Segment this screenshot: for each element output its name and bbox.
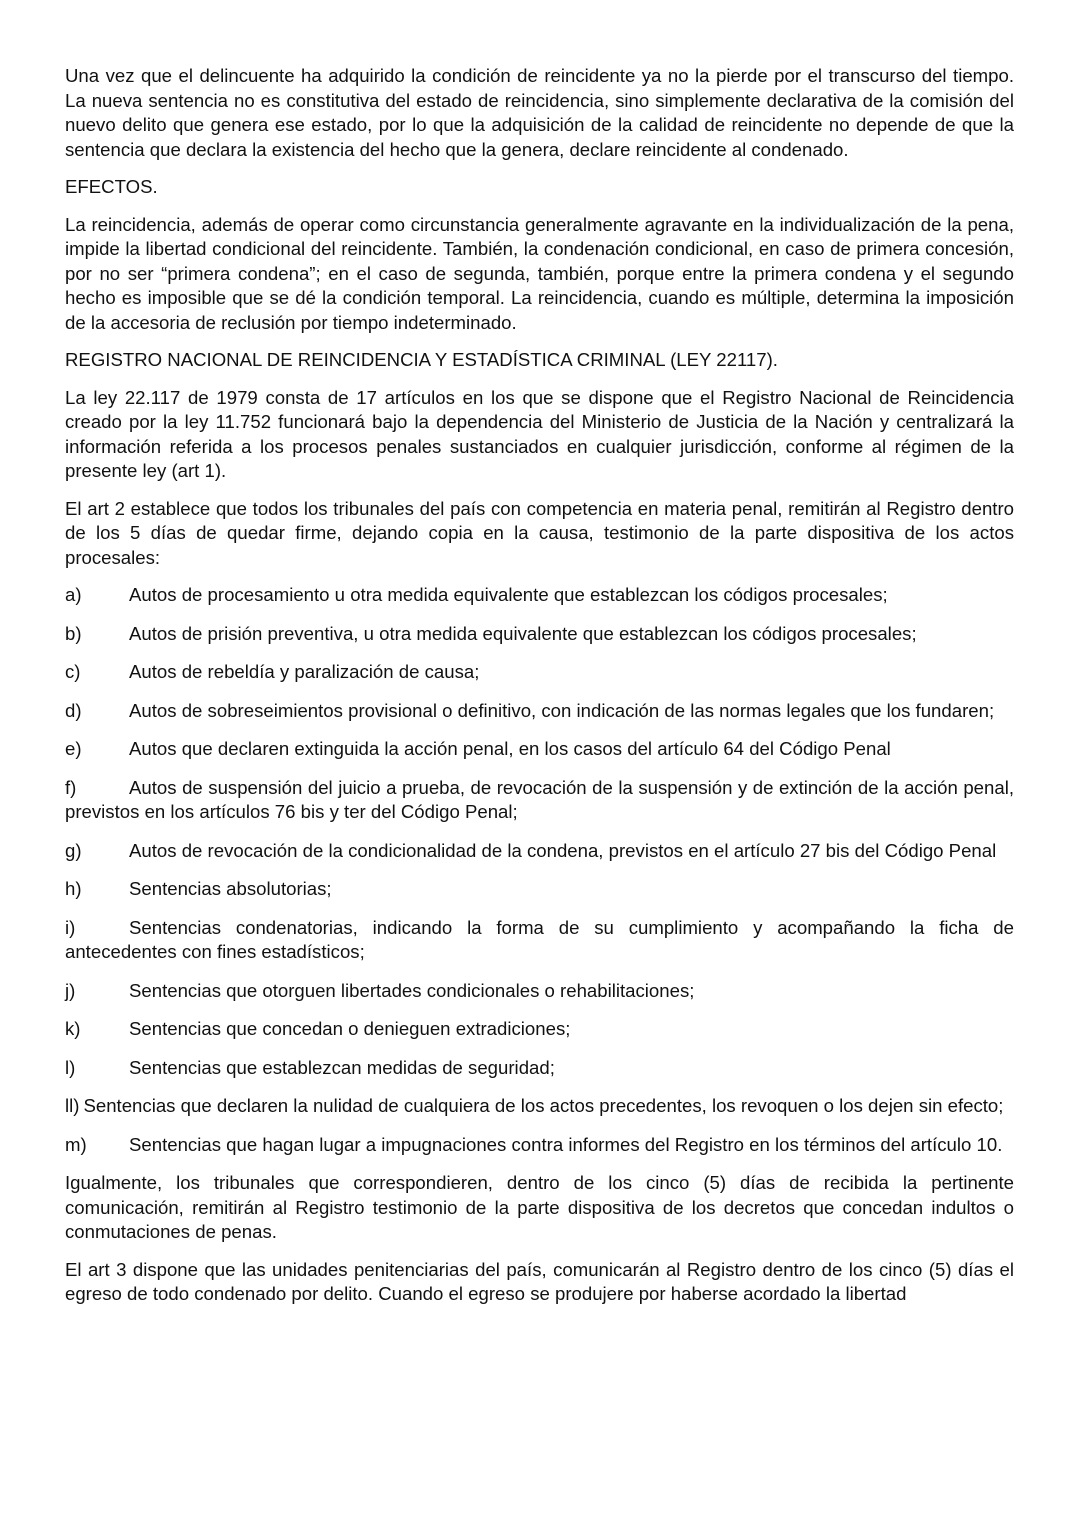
list-item-text: Sentencias que otorguen libertades condicionales o rehabilitaciones; (129, 979, 695, 1001)
list-item (65, 839, 1014, 864)
list-item-label: l) (65, 1056, 76, 1078)
list-item-label: m) (65, 1133, 87, 1155)
list-item (65, 1017, 1014, 1042)
list-item-label: k) (65, 1018, 81, 1039)
paragraph-art-2: El art 2 establece que todos los tribunales del país con competencia en materia penal, remitirán al Registro dentro de los 5 días de quedar firme, dejando copia en la causa, testimonio de la parte dispositiva de los actos procesales: (65, 497, 1014, 568)
list-item-text: Autos de sobreseimientos provisional o definitivo, con indicación de las normas legales que los fundaren; (129, 699, 995, 721)
list-item-label: d) (65, 699, 82, 721)
list-item-text: Autos de procesamiento u otra medida equivalente que establezcan los códigos procesales; (129, 584, 888, 605)
list-item-text: Sentencias condenatorias, indicando la forma de su cumplimiento y acompañando la ficha de antecedentes con fines estadísticos; (65, 916, 1014, 962)
document-page (65, 64, 1014, 1320)
heading-efectos: EFECTOS. (65, 176, 158, 197)
heading-registro-nacional: REGISTRO NACIONAL DE REINCIDENCIA Y ESTADÍSTICA CRIMINAL (LEY 22117). (65, 349, 778, 370)
list-item (65, 1056, 1014, 1081)
list-item-label: i) (65, 916, 76, 938)
list-item-label: h) (65, 878, 82, 899)
list-item-label: ll) (65, 1095, 80, 1116)
actos-procesales-list (65, 583, 1014, 1157)
list-item (65, 877, 1014, 902)
paragraph-ley-22117: La ley 22.117 de 1979 consta de 17 artículos en los que se dispone que el Registro Nacional de Reincidencia creado por la ley 11.752 funcionará bajo la dependencia del Ministerio de Justicia de la Nación y centralizará la información referida a los procesos penales sustanciados en cualquier jurisdicción, conforme al régimen de la presente ley (art 1). (65, 386, 1014, 481)
list-item-label: g) (65, 839, 82, 861)
paragraph-art-3: El art 3 dispone que las unidades penitenciarias del país, comunicarán al Registro dentro de los cinco (5) días el egreso de todo condenado por delito. Cuando el egreso se produjere por haberse acordado la libertad (65, 1258, 1014, 1304)
list-item-text: Autos de prisión preventiva, u otra medida equivalente que establezcan los códigos procesales; (129, 622, 917, 644)
list-item-label: b) (65, 622, 82, 644)
list-item (65, 660, 1014, 685)
list-item-text: Autos de rebeldía y paralización de causa; (129, 661, 480, 682)
list-item (65, 699, 1014, 724)
list-item (65, 916, 1014, 965)
list-item-text: Sentencias que concedan o denieguen extradiciones; (129, 1018, 571, 1039)
list-item (65, 737, 1014, 762)
list-item-label: a) (65, 584, 82, 605)
list-item-label: j) (65, 979, 76, 1001)
list-item-text: Sentencias que declaren la nulidad de cualquiera de los actos precedentes, los revoquen o los dejen sin efecto; (83, 1095, 1004, 1116)
list-item-label: f) (65, 776, 77, 798)
list-item-text: Autos de revocación de la condicionalidad de la condena, previstos en el artículo 27 bis del Código Penal (129, 839, 997, 861)
list-item-label: c) (65, 661, 81, 682)
list-item (65, 1133, 1014, 1158)
list-item (65, 979, 1014, 1004)
paragraph-reincidencia-condicion: Una vez que el delincuente ha adquirido la condición de reincidente ya no la pierde por el transcurso del tiempo. La nueva sentencia no es constitutiva del estado de reincidencia, sino simplemente declarativa de la comisión del nuevo delito que genera ese estado, por lo que la adquisición de la calidad de reincidente no depende de que la sentencia que declara la existencia del hecho que la genera, declare reincidente al condenado. (65, 65, 1014, 160)
list-item (65, 1094, 1014, 1119)
list-item-text: Sentencias que establezcan medidas de seguridad; (129, 1056, 555, 1078)
list-item-text: Autos que declaren extinguida la acción penal, en los casos del artículo 64 del Código Penal (129, 738, 891, 759)
list-item (65, 622, 1014, 647)
list-item-text: Autos de suspensión del juicio a prueba, de revocación de la suspensión y de extinción de la acción penal, previstos en los artículos 76 bis y ter del Código Penal; (65, 776, 1014, 822)
list-item-label: e) (65, 738, 82, 759)
paragraph-efectos: La reincidencia, además de operar como circunstancia generalmente agravante en la individualización de la pena, impide la libertad condicional del reincidente. También, la condenación condicional, en caso de primera concesión, por no ser “primera condena”; en el caso de segunda, también, porque entre la primera condena y el segundo hecho es imposible que se dé la condición temporal. La reincidencia, cuando es múltiple, determina la imposición de la accesoria de reclusión por tiempo indeterminado. (65, 213, 1014, 333)
list-item-text: Sentencias que hagan lugar a impugnaciones contra informes del Registro en los términos del artículo 10. (129, 1133, 1003, 1155)
list-item (65, 776, 1014, 825)
paragraph-indultos: Igualmente, los tribunales que correspondieren, dentro de los cinco (5) días de recibida la pertinente comunicación, remitirán al Registro testimonio de la parte dispositiva de los decretos que concedan indultos o conmutaciones de penas. (65, 1172, 1014, 1242)
list-item (65, 583, 1014, 608)
list-item-text: Sentencias absolutorias; (129, 878, 332, 899)
